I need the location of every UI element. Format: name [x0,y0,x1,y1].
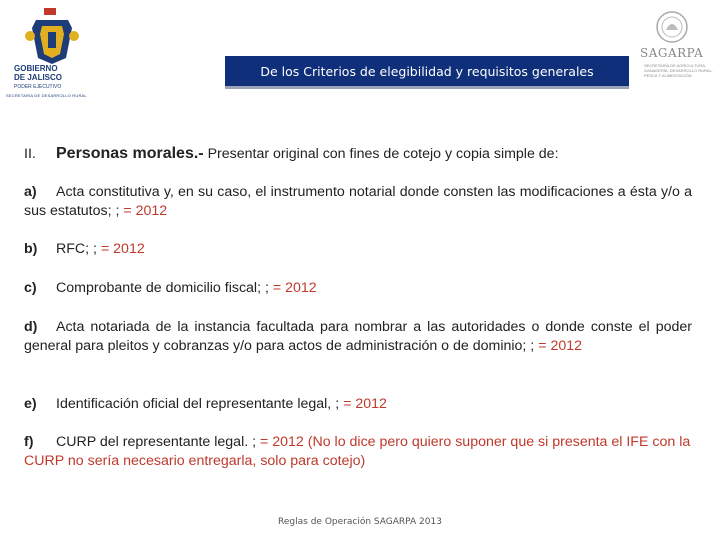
page-title: De los Criterios de elegibilidad y requisitos generales [260,63,594,79]
list-item [24,395,692,414]
jalisco-logo-subtext: PODER EJECUTIVO [14,84,62,90]
item-note: = 2012 [538,338,583,354]
list-item [24,279,692,298]
section-numeral: II. [24,146,36,162]
jalisco-logo-department: SECRETARÍA DE DESARROLLO RURAL [6,93,87,98]
item-text: Comprobante de domicilio fiscal; ; [56,280,269,296]
footer-text: Reglas de Operación SAGARPA 2013 [278,517,442,527]
item-letter: a) [24,184,37,200]
list-item [24,433,692,471]
item-note: = 2012 [343,396,387,412]
list-item [24,240,692,259]
sagarpa-logo-subtext: SECRETARÍA DE AGRICULTURA, GANADERÍA, DESARROLLO RURAL, PESCA Y ALIMENTACIÓN [644,63,713,78]
item-note: = 2012 [100,241,145,257]
item-letter: e) [24,396,37,412]
list-item [24,183,692,221]
item-text: Acta constitutiva y, en su caso, el instrumento notarial donde consten las modificaciones a ésta y/o a sus estatutos; ; [24,184,692,219]
jalisco-logo-text: GOBIERNO DE JALISCO [14,64,63,82]
item-letter: d) [24,319,38,335]
title-bar [225,56,629,89]
mexico-seal-icon [654,10,690,44]
item-note: = 2012 [272,280,317,296]
list-item [24,318,692,356]
item-letter: c) [24,280,37,296]
section-intro: Presentar original con fines de cotejo y copia simple de: [203,146,559,162]
item-text: Identificación oficial del representante legal, ; [56,396,340,412]
jalisco-shield-icon [6,6,98,68]
item-letter: b) [24,241,38,257]
item-text: RFC; ; [56,241,97,257]
item-note: = 2012 (No lo dice pero quiero suponer que si presenta el IFE con la CURP no sería necesario entregarla, solo para cotejo) [24,434,691,469]
sagarpa-logo-name: SAGARPA [640,46,704,60]
section-heading [24,144,692,164]
item-letter: f) [24,434,34,450]
item-note: = 2012 [123,203,168,219]
item-text: Acta notariada de la instancia facultada para nombrar a las autoridades o donde conste el poder general para pleitos y cobranzas y/o para actos de administración o de dominio; ; [24,319,692,354]
section-heading-bold: Personas morales.- [56,145,204,162]
item-text: CURP del representante legal. ; [56,434,257,450]
